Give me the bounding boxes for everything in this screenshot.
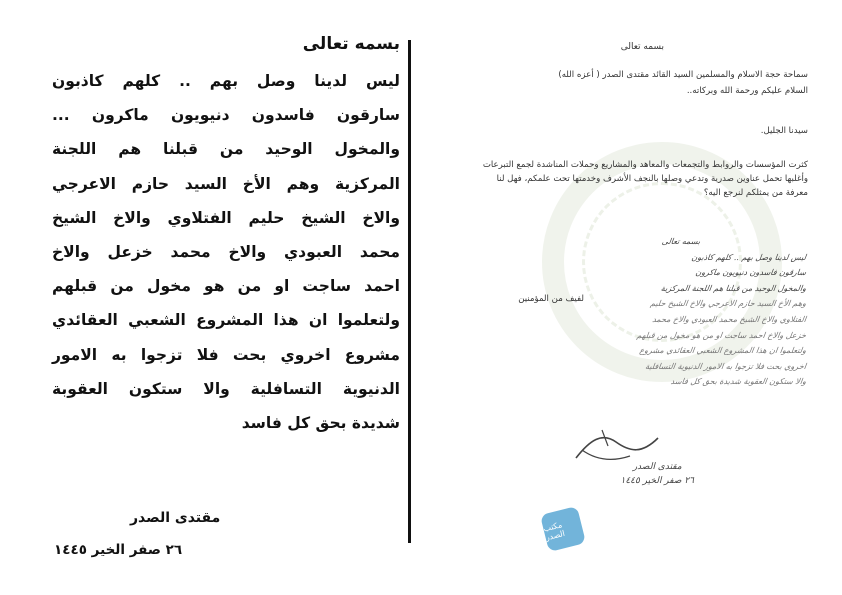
- letter-basmala: بسمه تعالى: [620, 42, 664, 52]
- handwritten-signature-block: [621, 460, 695, 488]
- transcription-line: المركزية وهم الأخ السيد حازم الاعرجي: [52, 174, 400, 193]
- transcription-line: شديدة بحق كل فاسد: [241, 414, 400, 433]
- transcription-line: والاخ الشيخ حليم الفتلاوي والاخ الشيخ: [52, 208, 400, 227]
- letter-line: سيدنا الجليل.: [760, 126, 808, 136]
- transcription-column: [52, 34, 400, 440]
- handwritten-line: ليس لدينا وصل بهم .. كلهم كاذبون: [690, 252, 807, 262]
- transcription-line: محمد العبودي والاخ محمد خزعل والاخ: [52, 243, 400, 262]
- transcription-heading: بسمه تعالى: [302, 34, 400, 54]
- transcription-line: ليس لدينا وصل بهم .. كلهم كاذبون: [52, 72, 400, 90]
- transcription-line: والمخول الوحيد من قبلنا هم اللجنة: [52, 140, 400, 159]
- transcription-line: مشروع اخروي بحت فلا تزجوا به الامور: [52, 345, 400, 364]
- transcription-line: احمد ساجت او من هو مخول من قبلهم: [52, 277, 400, 296]
- handwritten-line: خزعل والاخ احمد ساجت او من هو مخول من قبلهم: [636, 330, 807, 340]
- signature-name: مقتدى الصدر: [130, 510, 221, 526]
- letter-line: وأغلبها تحمل عناوين صدرية وتدعي وصلها بالنجف الأشرف وخدمتها تحت علمكم، فهل لنا: [496, 174, 808, 184]
- handwritten-line: والمخول الوحيد من قبلنا هم اللجنة المركزية: [660, 283, 807, 293]
- transcription-line: سارقون فاسدون دنيويون ماكرون ...: [52, 106, 400, 125]
- document-page: [22, 22, 820, 573]
- office-stamp: مكتب الصدر: [540, 506, 586, 552]
- signature-date: ٢٦ صفر الخير ١٤٤٥: [54, 542, 183, 558]
- letter-scan: [422, 22, 814, 573]
- handwritten-signature-date: ٢٦ صفر الخير ١٤٤٥: [620, 476, 694, 486]
- handwritten-reply: [556, 234, 806, 390]
- transcription-line: ولتعلموا ان هذا المشروع الشعبي العقائدي: [52, 311, 400, 330]
- handwritten-line: اخروي بحت فلا تزجوا به الامور الدنيوية التسافلية: [644, 361, 807, 371]
- column-divider: [408, 40, 411, 543]
- handwritten-line: سارقون فاسدون دنيويون ماكرون: [694, 268, 807, 278]
- handwritten-line: ولتعلموا ان هذا المشروع الشعبي العقائدي مشروع: [638, 346, 807, 356]
- letter-line: كثرت المؤسسات والروابط والتجمعات والمعاهد والمشاريع وحملات المناشدة لجمع التبرعات: [482, 160, 808, 170]
- handwritten-line: وهم الأخ السيد حازم الاعرجي والاخ الشيخ حليم: [649, 299, 807, 309]
- handwritten-line: والا ستكون العقوبة شديدة بحق كل فاسد: [670, 377, 807, 387]
- handwritten-line: بسمه تعالى: [661, 237, 701, 246]
- letter-line: سماحة حجة الاسلام والمسلمين السيد القائد مقتدى الصدر ( أعزه الله): [558, 70, 808, 80]
- letter-line: معرفة من يمثلكم لنرجع اليه؟: [703, 188, 808, 198]
- handwritten-line: الفتلاوي والاخ الشيخ محمد العبودي والاخ محمد: [651, 314, 807, 324]
- letter-line: السلام عليكم ورحمة الله وبركاته..: [686, 86, 808, 96]
- letter-signed-by: لفيف من المؤمنين: [518, 294, 584, 304]
- transcription-line: الدنيوية التسافلية والا ستكون العقوبة: [52, 379, 400, 398]
- handwritten-signature-name: مقتدى الصدر: [632, 462, 682, 472]
